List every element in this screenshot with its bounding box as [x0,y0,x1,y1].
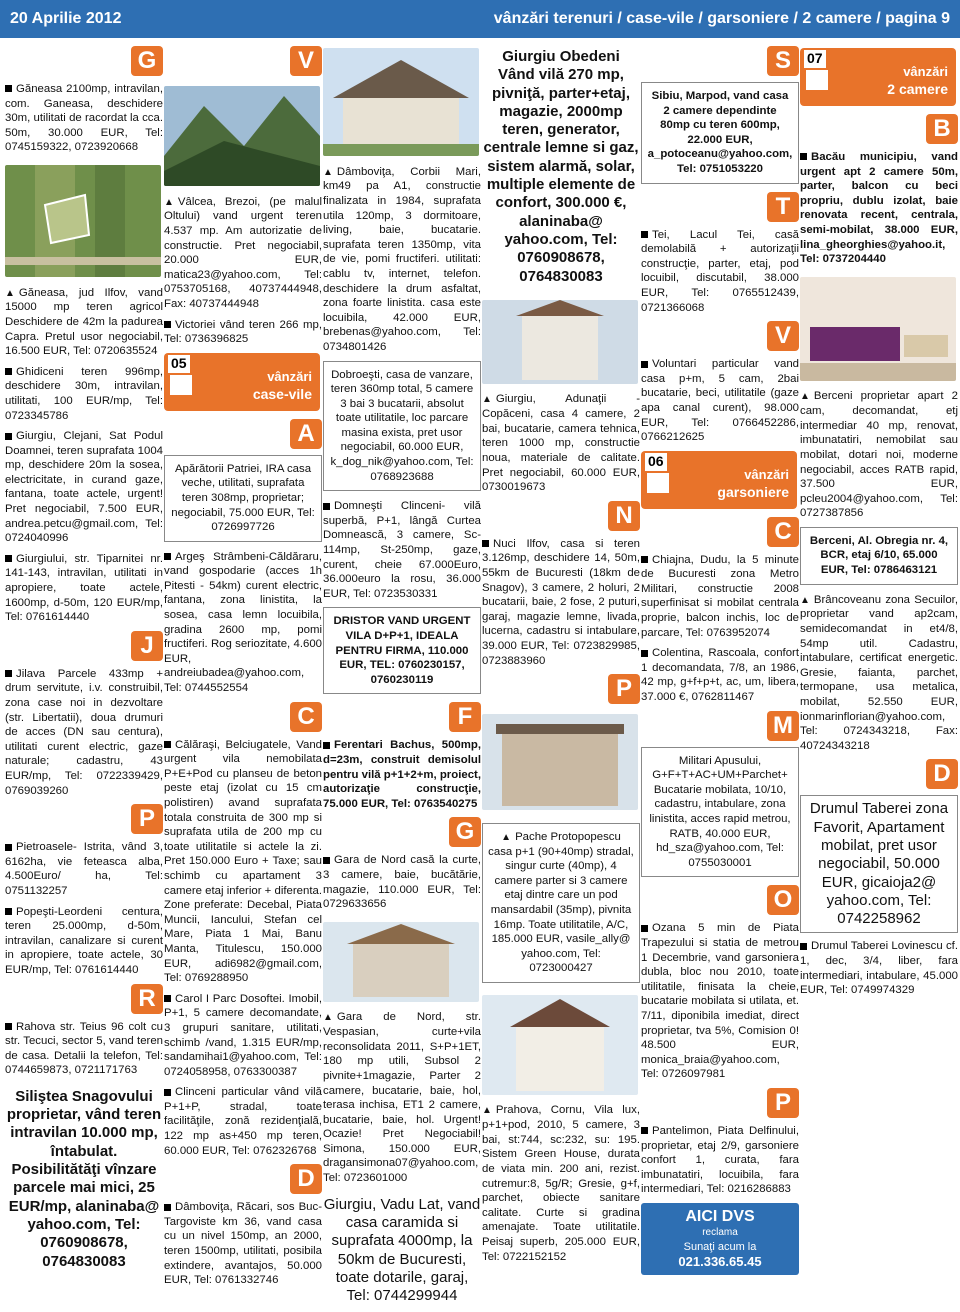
advert-banner [641,1203,799,1275]
column-3 [323,44,481,1306]
listing: Drumul Taberei Lovinescu cf. 1, dec, 3/4, liber, fara intermediari, intabulare, 45.000 EUR, Tel: 0749974329 [800,940,958,997]
advert-call: Sunaţi acum la [683,1241,757,1254]
advert-sub: reclama [702,1227,738,1239]
house-icon [806,70,828,90]
listing: Găneasa 2100mp, intravilan, com. Ganeasa, deschidere 30m, utilitati de racordat la cca. 50m, 30.000 EUR, Tel: 0745159322, 0723920668 [5,83,163,154]
letter-marker: T [641,192,799,222]
aerial-photo [5,165,161,277]
column-4 [482,44,640,1306]
section-header: 07 vânzări 2 camere [800,48,956,106]
letter-marker: P [641,1088,799,1118]
listing: ▲ Vâlcea, Brezoi, (pe malul Oltului) vand urgent teren 4.537 mp. Am autorizatie de constructie. Pret negociabil, 20.000 EUR, matica23@yahoo.com, Tel: 0753705168, 40737444948, Fax: 40737444948 [164,195,322,310]
column-1 [5,44,163,1306]
letter-marker: A [164,419,322,449]
featured-listing: Giurgiu Obedeni Vând vilă 270 mp, pivniţă, parter+etaj, magazie, 2000mp teren, generator, centrale lemne si gaz, sistem alarmă, solar, multiple elemente de confort, 300.000 €, alaninaba@ yahoo.com, Tel: 0760908678, 0764830083 [483,48,639,285]
page-header [0,0,960,38]
boxed-listing: Berceni, Al. Obregia nr. 4, BCR, etaj 6/10, 65.000 EUR, Tel: 0786463121 [800,527,958,585]
letter-marker: V [641,321,799,351]
listing: ▲ Dâmboviţa, Corbii Mari, km49 pa A1, constructie finalizata in 1984, suprafata utila 120mp, 3 dormitoare, living, baie, bucatarie. suprafata teren 1350mp, vita de vie, pomi fructiferi. utilitati: cablu tv, internet, telefon. deschidere la drum asfaltat, zona foarte linistita. casa este locuibila, 42.000 EUR, brebenas@yahoo.com, Tel: 0734801426 [323,165,481,353]
advert-phone: 021.336.65.45 [678,1254,762,1270]
letter-marker: N [482,501,640,531]
letter-marker: B [800,114,958,144]
letter-marker: D [800,759,958,789]
listing: ▲ Găneasa, jud Ilfov, vand 15000 mp teren agricol Deschidere de 42m la padurea Capra. Pretul usor negociabil, 16.500 EUR, Tel: 0720635524 [5,286,163,358]
listing: Giurgiului, str. Tiparnitei nr. 141-143, intravilan, utilitati in apropiere, toate actele, 1600mp, d-50m, 120 EUR/mp, Tel: 0761614440 [5,552,163,624]
listing: ▲ Prahova, Cornu, Vila lux, p+1+pod, 2010, 5 camere, 3 bai, st:744, sc:232, su: 195. Sistem Green House, durata de viata min. 200 ani, rezist. cutremur:8, 5g/R; Gresie, g+f, parchet, obiecte sanitare calitate. Curte si gradina amenajate. Toate utilitatile. Peisaj superb, 205.000 EUR, Tel: 0722152152 [482,1104,640,1263]
section-title: vânzări terenuri / case-vile / garsoniere / 2 camere / pagina 9 [493,9,950,27]
letter-marker: V [164,46,322,76]
listing: Dâmboviţa, Răcari, sos Buc-Targoviste km 36, vand casa cu un nivel 150mp, an 2000, teren 1500mp, utilitati, posibila extindere, avantajos, 50.000 EUR, Tel: 0761332746 [164,1201,322,1287]
house-photo [482,714,638,810]
letter-marker: P [5,804,163,834]
advert-title: AICI DVS [685,1207,755,1225]
listing: Rahova str. Teius 96 colt cu str. Tecuci, sector 5, vand teren de casa. Detalii la telefon, Tel: 0744659873, 0721171763 [5,1020,163,1077]
listing: Colentina, Rascoala, confort 1 decomandata, 7/8, an 1986, 42 mp, g+f+p+t, ac, um, libera, 37.000 €, 0762811467 [641,647,799,704]
listing: Voluntari particular vand casa p+m, 5 cam, 2bai bucatarie, beci, utilitatile (gaze apa canal curent), 98.000 EUR, Tel: 0766452286, 0766212625 [641,358,799,444]
listing: Clinceni particular vând vilă P+1+P, stradal, toate facilităţile, zonă rezidenţială, 122 mp as+450 mp teren, 60.000 EUR, Tel: 0762326768 [164,1086,322,1157]
boxed-listing: DRISTOR VAND URGENT VILA D+P+1, IDEALA PENTRU FIRMA, 110.000 EUR, TEL: 0760230157, 0760230119 [323,607,481,694]
listing: Carol I Parc Dosoftei. Imobil, P+1, 5 camere decomandate, 3 grupuri sanitare, utilitati, schimb /vand, 1.315 EUR/mp, sandamihai1@yahoo.com, Tel: 0724058958, 0763300387 [164,992,322,1078]
listing: Jilava Parcele 433mp + drum servitute, i.v. construibil, zona case noi in dezvoltare (str. Libertatii), doua drumuri de acces (DN sau centura), utilitati curent electric, gaze naturale; cadastru, 43 EUR/mp, Tel: 0722339429, 0769039260 [5,667,163,797]
listing: Gara de Nord casă la curte, 3 camere, baie, bucătărie, magazie, 110.000 EUR, Tel: 0729633656 [323,854,481,911]
listing: Ferentari Bachus, 500mp, d=23m, construit demisolul pentru vilă p+1+2+m, proiect, autorizaţie construcţie, 75.000 EUR, Tel: 0763540275 [323,739,481,810]
letter-marker: G [323,817,481,847]
listing: Popeşti-Leordeni centura, teren 25.000mp, d-50m, intravilan, canalizare si curent in apropiere, toate actele, 30 EUR/mp, Tel: 0761614440 [5,905,163,976]
listing: Ozana 5 min de Piata Trapezului si statia de metrou 1 Decembrie, vand garsoniera dubla, bloc nou 2010, toate utilitatile, finisata la cheie, bucatarie mobilata si utilata, et. 7/11, diponibila imediat, direct proprietar, tva 5%, Comision 0! 48.500 EUR, monica_braia@yahoo.com, Tel: 0726097981 [641,922,799,1081]
listing: ▲ Giurgiu, Adunaţii - Copăceni, casa 4 camere, 2 bai, bucatarie, camera tehnica, teren 1000 mp, constructie noua, materiale de calitate. Pret negociabil, 60.000 EUR, 0730019673 [482,393,640,494]
letter-marker: O [641,885,799,915]
listing: ▲ Brâncoveanu zona Secuilor, proprietar vand ap2cam, semidecomandat in et4/8, 54mp util. Cadastru, intabulare, certificat energetic. Gresie, faianta, parchet, termopane, usa metalica, mobilat, 52.550 EUR, ionmarinflorian@yahoo.com, Tel: 0724343218, Fax: 40724343218 [800,593,958,752]
listing: Argeş Strâmbeni-Căldăraru, vand gospodarie (acces 1h Pitesti - 54km) curent electric, fantana, zona linistita, la sosea, casa lemn locuibila, gradina 2600 mp, pomi fructiferi. Rog seriozitate, 4.600 EUR, andreiubadea@yahoo.com, Tel: 0744552554 [164,550,322,695]
living-room-photo [800,277,956,381]
column-2 [164,44,322,1306]
house-photo [482,300,638,384]
mountain-photo [164,86,320,186]
house-photo [323,922,479,1002]
letter-marker: R [5,984,163,1014]
boxed-listing: Dobroeşti, casa de vanzare, teren 360mp total, 5 camere 3 bai 3 bucatarii, absolut toate utilitatile, loc parcare masina exista, pret usor negociabil, 60.000 EUR, k_dog_nik@yahoo.com, Tel: 0768923688 [323,361,481,492]
listing: Domneşti Clinceni- vilă superbă, P+1, lângă Curtea Domnească, 3 camere, Sc-114mp, St-250mp, gaze, curent, cheie 67.000Euro, 36.000euro la rosu, 36.000 EUR, Tel: 0723530331 [323,500,481,600]
issue-date: 20 Aprilie 2012 [10,9,122,27]
letter-marker: J [5,631,163,661]
letter-marker: D [164,1164,322,1194]
featured-listing: Siliştea Snagovului proprietar, vând teren intravilan 10.000 mp, întabulat. Posibilitătăţi vînzare parcele mai mici, 25 EUR/mp, alaninaba@ yahoo.com, Tel: 0760908678, 0764830083 [6,1087,162,1270]
letter-marker: G [5,46,163,76]
listing: ▲ Gara de Nord, str. Vespasian, curte+vila reconsolidata 2011, S+P+1ET, 180 mp utili, Subsol 2 pivnite+1magazie, Parter 2 camere, bucatarie, baie, hol, terasa inchisa, ET1 2 camere, bucatarie, baie, hol. Urgent! Ocazie! Pret Negociabil! Simona, 150.000 EUR, dragansimona07@yahoo.com, Tel: 0723601000 [323,1011,481,1185]
boxed-listing: Apărătorii Patriei, IRA casa veche, utilitati, suprafata teren 308mp, proprietar; negociabil, 75.000 EUR, Tel: 0726997726 [164,455,322,542]
house-icon [170,375,192,395]
section-header: 05 vânzări case-vile [164,353,320,411]
boxed-listing: Militari Apusului, G+F+T+AC+UM+Parchet+ Bucatarie mobilata, 10/10, cadastru, intabulare, zona linistita, acces rapid metrou, RATB, 40.000 EUR, hd_sza@yahoo.com, Tel: 0755030001 [641,747,799,878]
featured-listing: Giurgiu, Vadu Lat, vand casa caramida si suprafata 4000mp, la 50km de Bucuresti, toate dotarile, garaj, Tel: 0744299944 [323,1195,481,1305]
listing: Pietroasele- Istrita, vând 3, 6162ha, vie feteasca alba, 4.500Euro/ ha, Tel: 0751132257 [5,841,163,897]
listing: ▲ Berceni proprietar apart 2 cam, decomandat, etj intermediar 40 mp, renovat, imbunatatiri, nemobilat sau mobilat, dotari noi, moderne negociabil, acces RATB rapid, 37.500 EUR, pcleu2004@yahoo.com, Tel: 0727387856 [800,390,958,520]
letter-marker: C [641,517,799,547]
house-icon [647,473,669,493]
boxed-listing: Sibiu, Marpod, vand casa 2 camere dependinte 80mp cu teren 600mp, 22.000 EUR, a_potoceanu@yahoo.com, Tel: 0751053220 [641,82,799,184]
letter-marker: M [641,711,799,741]
listing: Giurgiu, Clejani, Sat Podul Doamnei, teren suprafata 1004 mp, deschidere 20m la sosea, electricitate, in curand gaze, fantana, toate actele, urgent! Pret negociabil, 7.500 EUR, andrea.petcu@gmail.com, Tel: 0724040996 [5,430,163,545]
listing: Bacău municipiu, vand urgent apt 2 camere 50m, parter, balcon cu beci propriu, dublu izolat, baie renovata recent, centrala, semi-mobilat, 38.000 EUR, lina_gheorghies@yahoo.it, Tel: 0737204440 [800,151,958,266]
listing: Nuci Ilfov, casa si teren 3.126mp, deschidere 14, 50m, 55km de Bucuresti (18km de Snagov), 3 camere, 2 holuri, 2 bucatarii, baie, 2 fose, 2 puturi, garaj, magazie lemne, livada, lucerna, cadastru si intabulare, 39.000 EUR, Tel: 0723829985, 0723883960 [482,537,640,667]
listing: Tei, Lacul Tei, casă demolabilă + autorizaţii construcţie, parter, etaj, pod locuibil, discutabil, 38.000 EUR, Tel: 0765512439, 0721366068 [641,228,799,314]
letter-marker: C [164,702,322,732]
column-6 [800,44,958,1306]
house-photo [323,48,479,156]
listing: Victoriei vând teren 266 mp, Tel: 0736396825 [164,318,322,346]
column-5 [641,44,799,1306]
featured-listing: Drumul Taberei zona Favorit, Apartament mobilat, pret usor negociabil, 50.000 EUR, gicaioja2@ yahoo.com, Tel: 0742258962 [800,795,958,933]
letter-marker: P [482,674,640,704]
boxed-listing: ▲ Pache Protopopescu casa p+1 (90+40mp) stradal, singur curte (40mp), 4 camere parter si 3 camere etaj dintre care un pod mansardabil (35mp), pivnita 16mp. Toate utilitatile, A/C, 185.000 EUR, vasile_ally@ yahoo.com, Tel: 0723000427 [482,823,640,983]
listing: Chiajna, Dudu, la 5 minute de Bucuresti zona Metro Militari, constructie 2008 superfinisat si mobilat centrala proprie, balcon inchis, loc de parcare, Tel: 0763952074 [641,553,799,639]
listing: Ghidiceni teren 996mp, deschidere 30m, intravilan, utilitati, 100 EUR/mp, Tel: 0723345786 [5,365,163,422]
letter-marker: F [323,702,481,732]
listing: Pantelimon, Piata Delfinului, proprietar, etaj 2/9, garsoniere confort 1, curata, fara imbunatatiri, locuibila, fara intermediari, Tel: 0216286883 [641,1124,799,1196]
listing: Călăraşi, Belciugatele, Vand urgent vila nemobilata P+E+Pod cu planseu de beton peste etaj (izolat cu 15 cm polistiren) avand suprafata totala construita de 300 mp si suprafata utila de 200 mp cu toate utilitatile si actele la zi. Pret 150.000 Euro + Taxe; sau schimb cu apartament 3 camere etaj inferior + diferenta. Zone preferate: Decebal, Piata Muncii, Iancului, Stefan cel Mare, Piata 1 Mai, Banu Manta, Titulescu, 150.000 EUR, adi6982@gmail.com, Tel: 0769288950 [164,738,322,985]
section-header: 06 vânzări garsoniere [641,451,797,509]
house-photo [482,995,638,1095]
letter-marker: S [641,46,799,76]
